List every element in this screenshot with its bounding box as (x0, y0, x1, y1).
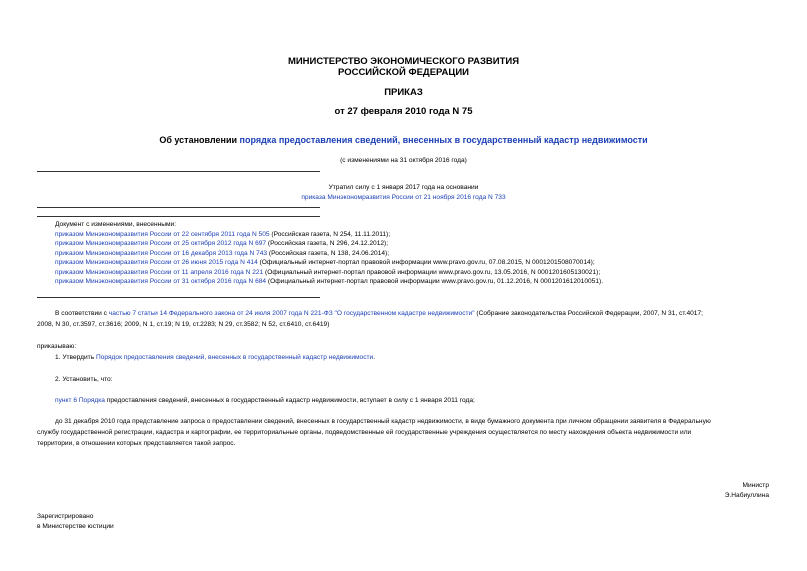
preamble-line-2: 2008, N 30, ст.3597, ст.3616; 2009, N 1, ст.19; N 19, ст.2283; N 29, ст.3582; N 52, ст.6410, ст.6419) (37, 321, 330, 328)
amendment-item (55, 230, 603, 240)
preamble-prefix: В соответствии с (55, 310, 109, 317)
clause-6-link[interactable]: пункт 6 Порядка (55, 397, 105, 404)
amendment-link[interactable]: приказом Минэкономразвития России от 11 апреля 2016 года N 221 (55, 268, 264, 276)
point-2b-line-3: территории, в отношении которых представляется такой запрос. (37, 440, 236, 447)
signatory-name: Э.Набиуллина (724, 492, 769, 499)
federal-law-link[interactable]: частью 7 статьи 14 Федерального закона от 24 июля 2007 года N 221-ФЗ "О государственном кадастре недвижимости" (108, 310, 475, 317)
amendment-item (55, 258, 603, 268)
point-2b-line-1: до 31 декабря 2010 года представление запроса о предоставлении сведений, внесенных в государственный кадастр недвижимости, в виде бумажного документа при личном обращении заявителя в Федеральную (55, 418, 711, 425)
point-2a-text: предоставления сведений, внесенных в государственный кадастр недвижимости, вступает в силу с 1 января 2011 года; (104, 397, 475, 404)
document-date: от 27 февраля 2010 года N 75 (334, 106, 473, 117)
repealing-order-link[interactable]: приказа Минэкономразвития России от 21 ноября 2016 года N 733 (301, 194, 506, 201)
amendment-details: (Официальный интернет-портал правовой информации www.pravo.gov.ru, 01.12.2016, N 0001201612010051). (266, 278, 604, 285)
amendment-details: (Российская газета, N 254, 11.11.2011); (269, 230, 391, 238)
point-1-prefix: 1. Утвердить (55, 354, 96, 361)
amendment-link[interactable]: приказом Минэкономразвития России от 25 октября 2012 года N 697 (55, 240, 267, 247)
preamble-source: (Собрание законодательства Российской Федерации, 2007, N 31, ст.4017; (474, 310, 703, 317)
ministry-line-1: МИНИСТЕРСТВО ЭКОНОМИЧЕСКОГО РАЗВИТИЯ (287, 56, 520, 67)
amendment-link[interactable]: приказом Минэкономразвития России от 22 сентября 2011 года N 505 (55, 230, 270, 238)
point-1 (55, 353, 375, 363)
amendment-details: (Российская газета, N 138, 24.06.2014); (267, 249, 390, 257)
point-2: 2. Установить, что: (55, 376, 113, 383)
amendments-block (55, 220, 603, 287)
revision-note: (с изменениями на 31 октября 2016 года) (340, 157, 467, 164)
amendment-details: (Официальный интернет-портал правовой информации www.pravo.gov.ru, 13.05.2016, N 0001201605130021); (263, 268, 601, 276)
point-2b-line-2: службу государственной регистрации, кадастра и картографии, ее территориальные органы, подведомственные ей государственные учреждения осуществляется по месту нахождения объекта недвижимости или (37, 429, 692, 436)
ministry-line-2: РОССИЙСКОЙ ФЕДЕРАЦИИ (337, 67, 469, 78)
point-1-suffix: . (373, 354, 376, 361)
registration-line-1: Зарегистрировано (37, 513, 94, 520)
document-type: ПРИКАЗ (384, 87, 423, 98)
preamble-line-1 (55, 309, 703, 319)
amendment-details: (Официальный интернет-портал правовой информации www.pravo.gov.ru, 07.08.2015, N 0001201508070014); (257, 259, 595, 266)
registration-line-2: в Министерстве юстиции (37, 523, 114, 530)
repealed-line: Утратил силу с 1 января 2017 года на основании (328, 184, 479, 191)
divider (37, 171, 320, 172)
point-2a (55, 396, 475, 406)
amendment-link[interactable]: приказом Минэкономразвития России от 31 октября 2016 года N 684 (55, 278, 267, 285)
amendment-link[interactable]: приказом Минэкономразвития России от 16 декабря 2013 года N 743 (55, 249, 268, 257)
amendment-link[interactable]: приказом Минэкономразвития России от 26 июня 2015 года N 414 (55, 259, 258, 266)
repealed-link (0, 193, 807, 203)
divider (37, 207, 320, 208)
amendment-item (55, 277, 603, 287)
document-title (0, 135, 807, 145)
amendment-item (55, 239, 603, 249)
signatory-position: Министр (742, 482, 769, 489)
title-prefix: Об установлении (159, 135, 240, 145)
order-word: приказываю: (37, 343, 77, 350)
amendment-item (55, 268, 603, 278)
title-link[interactable]: порядка предоставления сведений, внесенных в государственный кадастр недвижимости (239, 135, 648, 145)
amendment-item (55, 249, 603, 259)
amendments-heading: Документ с изменениями, внесенными: (55, 221, 177, 228)
procedure-link[interactable]: Порядок предоставления сведений, внесенных в государственный кадастр недвижимости (95, 354, 374, 361)
amendment-details: (Российская газета, N 296, 24.12.2012); (266, 240, 389, 247)
divider (37, 297, 320, 298)
divider (37, 216, 320, 217)
